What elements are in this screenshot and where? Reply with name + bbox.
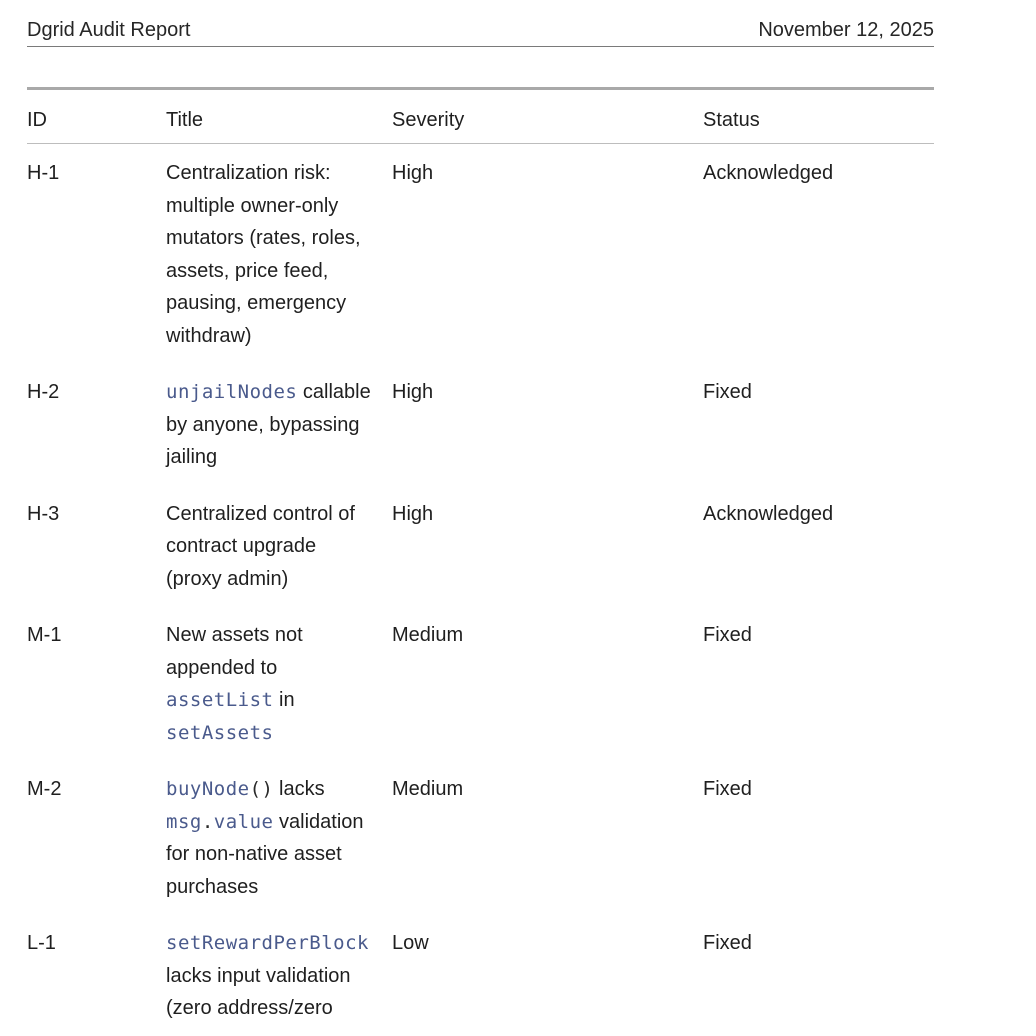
finding-title	[166, 376, 371, 474]
finding-title-code: .	[201, 810, 214, 833]
table-row	[27, 606, 934, 760]
finding-status: Fixed	[703, 624, 752, 646]
table-header-row	[27, 90, 934, 144]
column-header-id: ID	[27, 109, 47, 131]
finding-severity: Low	[392, 932, 429, 954]
page-header	[27, 16, 934, 47]
finding-status: Fixed	[703, 778, 752, 800]
finding-severity: High	[392, 162, 434, 184]
report-date: November 12, 2025	[758, 19, 934, 41]
finding-title-code: setAssets	[166, 721, 274, 744]
table-row	[27, 144, 934, 363]
finding-status: Fixed	[703, 381, 752, 403]
finding-severity: High	[392, 381, 434, 403]
finding-id: H-3	[27, 502, 60, 525]
table-row	[27, 485, 934, 607]
table-row	[27, 914, 934, 1036]
finding-id: H-1	[27, 162, 60, 184]
finding-id: M-2	[27, 778, 62, 800]
report-title: Dgrid Audit Report	[27, 19, 191, 41]
finding-title-code: setRewardPerBlock	[166, 932, 369, 954]
finding-id: H-2	[27, 381, 60, 403]
finding-title-code: unjailNodes	[166, 381, 298, 403]
finding-severity: Medium	[392, 778, 464, 800]
finding-title	[166, 498, 371, 596]
finding-title-code: assetList	[166, 689, 274, 711]
finding-title-code: msg	[166, 810, 202, 833]
finding-title	[166, 157, 371, 352]
finding-id: M-1	[27, 624, 62, 646]
finding-title-code: ()	[249, 778, 274, 800]
finding-title	[166, 773, 371, 903]
finding-status: Acknowledged	[703, 162, 834, 184]
finding-status: Fixed	[703, 932, 752, 954]
finding-title	[166, 927, 371, 1025]
finding-title-text: Centralization risk: multiple owner-only mutators (rates, roles, assets, price feed, pausing, emergency withdraw)	[166, 162, 361, 347]
findings-table	[27, 87, 934, 1036]
finding-severity: Medium	[392, 624, 464, 646]
finding-title-text: lacks input validation (zero address/zero	[166, 964, 351, 1019]
finding-title-text: Centralized control of contract upgrade (proxy admin)	[166, 502, 355, 590]
finding-title-text: in	[273, 689, 295, 711]
column-header-severity: Severity	[392, 109, 465, 131]
finding-title-code: value	[213, 810, 274, 833]
finding-title-text: callable by anyone, bypassing jailing	[166, 381, 371, 468]
table-row	[27, 760, 934, 914]
finding-status: Acknowledged	[703, 502, 834, 525]
column-header-title: Title	[166, 109, 204, 131]
finding-id: L-1	[27, 932, 56, 954]
finding-title-text: validation for non-native asset purchases	[166, 810, 364, 898]
finding-severity: High	[392, 502, 434, 525]
column-header-status: Status	[703, 109, 760, 131]
finding-title-text: New assets not appended to	[166, 624, 303, 679]
table-row	[27, 363, 934, 485]
finding-title-code: buyNode	[166, 778, 250, 800]
finding-title-text: lacks	[273, 778, 325, 800]
finding-title	[166, 619, 371, 749]
